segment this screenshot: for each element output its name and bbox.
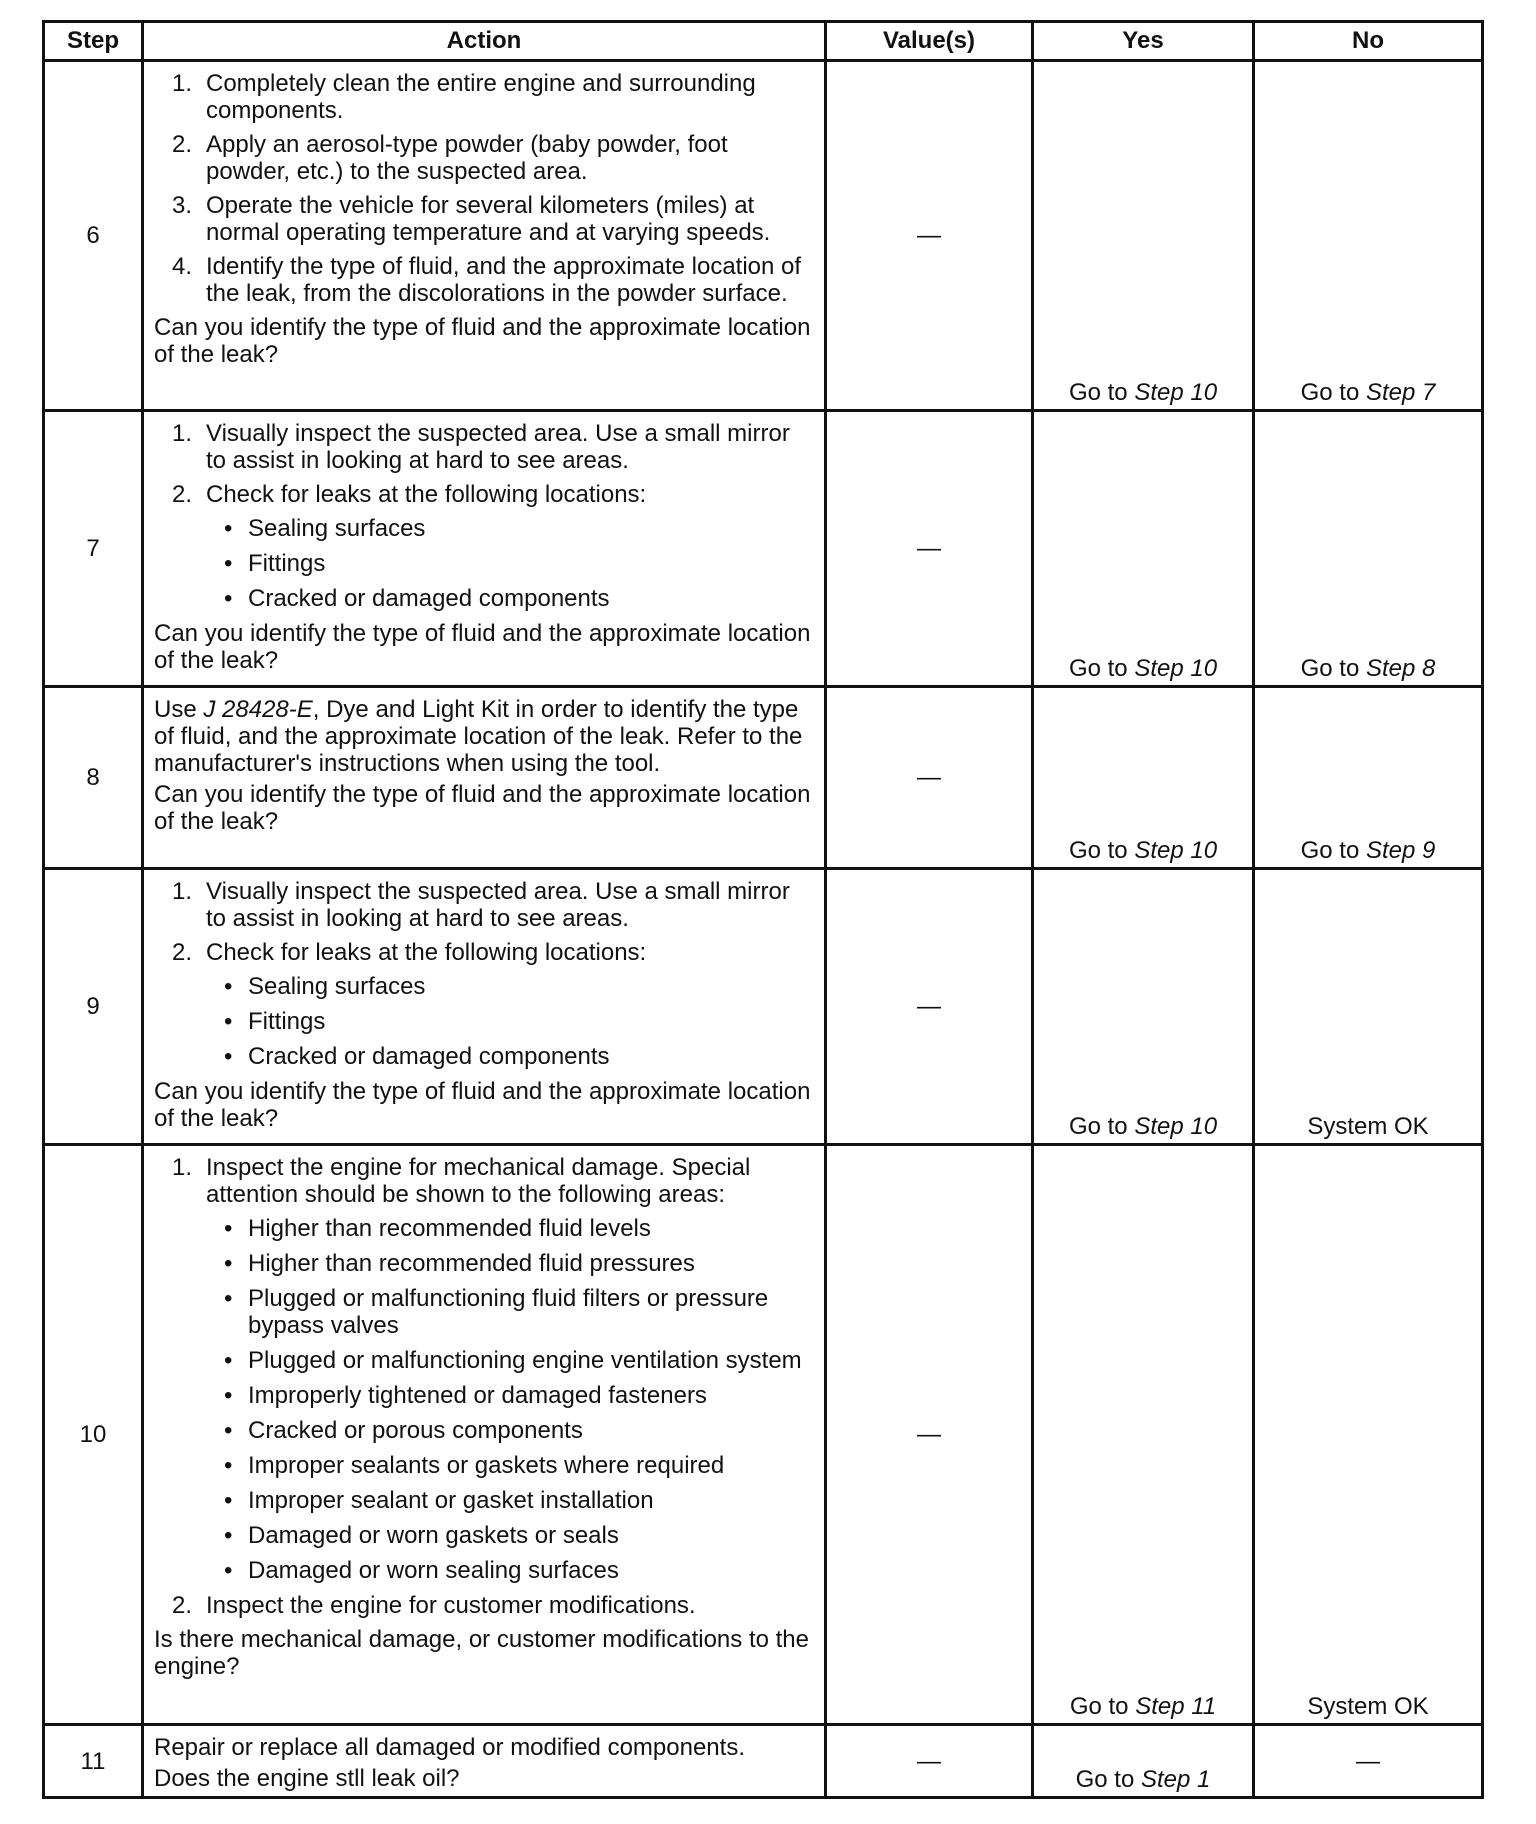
table-row-step-11 <box>44 1725 1483 1798</box>
value-cell: — <box>826 61 1033 411</box>
value-cell: — <box>826 1145 1033 1725</box>
header-values: Value(s) <box>826 22 1033 61</box>
no-cell: — <box>1254 1725 1483 1798</box>
action-cell <box>143 1145 826 1725</box>
header-no: No <box>1254 22 1483 61</box>
bullet-item: • Damaged or worn sealing surfaces <box>224 1557 619 1584</box>
diagnostic-procedure-table <box>42 20 1484 1799</box>
list-item: 2. Check for leaks at the following locations: <box>172 939 647 966</box>
question-text: Can you identify the type of fluid and the approximate location of the leak? <box>154 620 811 674</box>
question-text: Can you identify the type of fluid and the approximate location of the leak? <box>154 781 811 835</box>
list-item: 3. Operate the vehicle for several kilometers (miles) at normal operating temperature and at varying speeds. <box>172 192 771 246</box>
bullet-item: • Sealing surfaces <box>224 515 426 542</box>
list-item: 2. Check for leaks at the following locations: <box>172 481 647 508</box>
bullet-item: • Cracked or porous components <box>224 1417 583 1444</box>
bullet-item: • Plugged or malfunctioning fluid filters or pressure bypass valves <box>224 1285 769 1339</box>
table-row-step-6 <box>44 61 1483 411</box>
bullet-item: • Fittings <box>224 1008 326 1035</box>
table-row-step-9 <box>44 869 1483 1145</box>
list-item: 2. Inspect the engine for customer modifications. <box>172 1592 696 1619</box>
bullet-item: • Fittings <box>224 550 326 577</box>
step-number: 9 <box>44 869 143 1145</box>
yes-cell: Go to Step 11 <box>1033 1145 1254 1725</box>
list-item: 1. Completely clean the entire engine and surrounding components. <box>172 70 756 124</box>
action-cell <box>143 411 826 687</box>
step-number: 10 <box>44 1145 143 1725</box>
bullet-item: • Higher than recommended fluid pressures <box>224 1250 695 1277</box>
bullet-item: • Cracked or damaged components <box>224 585 610 612</box>
no-cell: Go to Step 7 <box>1254 61 1483 411</box>
action-cell <box>143 1725 826 1798</box>
yes-cell: Go to Step 10 <box>1033 61 1254 411</box>
action-cell <box>143 687 826 869</box>
question-text: Can you identify the type of fluid and the approximate location of the leak? <box>154 1078 811 1132</box>
no-cell: Go to Step 8 <box>1254 411 1483 687</box>
no-cell: System OK <box>1254 869 1483 1145</box>
bullet-item: • Sealing surfaces <box>224 973 426 1000</box>
value-cell: — <box>826 687 1033 869</box>
list-item: 4. Identify the type of fluid, and the approximate location of the leak, from the discolorations in the powder surface. <box>172 253 802 307</box>
table-header-row <box>44 22 1483 61</box>
bullet-item: • Improper sealant or gasket installation <box>224 1487 654 1514</box>
table-row-step-8 <box>44 687 1483 869</box>
header-step: Step <box>44 22 143 61</box>
header-yes: Yes <box>1033 22 1254 61</box>
value-cell: — <box>826 1725 1033 1798</box>
question-text: Is there mechanical damage, or customer modifications to the engine? <box>154 1626 809 1680</box>
bullet-item: • Improperly tightened or damaged fasteners <box>224 1382 707 1409</box>
action-text: Repair or replace all damaged or modified components. <box>154 1734 745 1761</box>
list-item: 1. Visually inspect the suspected area. Use a small mirror to assist in looking at hard to see areas. <box>172 878 790 932</box>
bullet-item: • Plugged or malfunctioning engine ventilation system <box>224 1347 802 1374</box>
table-row-step-7 <box>44 411 1483 687</box>
no-cell: Go to Step 9 <box>1254 687 1483 869</box>
yes-cell: Go to Step 1 <box>1033 1725 1254 1798</box>
bullet-item: • Damaged or worn gaskets or seals <box>224 1522 619 1549</box>
question-text: Can you identify the type of fluid and the approximate location of the leak? <box>154 314 811 368</box>
question-text: Does the engine stll leak oil? <box>154 1765 460 1792</box>
step-number: 7 <box>44 411 143 687</box>
list-item: 2. Apply an aerosol-type powder (baby powder, foot powder, etc.) to the suspected area. <box>172 131 728 185</box>
action-cell <box>143 869 826 1145</box>
bullet-item: • Higher than recommended fluid levels <box>224 1215 651 1242</box>
list-item: 1. Inspect the engine for mechanical damage. Special attention should be shown to the following areas: <box>172 1154 751 1208</box>
yes-cell: Go to Step 10 <box>1033 687 1254 869</box>
value-cell: — <box>826 869 1033 1145</box>
step-number: 8 <box>44 687 143 869</box>
bullet-item: • Improper sealants or gaskets where required <box>224 1452 725 1479</box>
action-cell <box>143 61 826 411</box>
action-text: Use J 28428-E, Dye and Light Kit in order to identify the type of fluid, and the approximate location of the leak. Refer to the manufacturer's instructions when using the tool. <box>154 696 803 777</box>
yes-cell: Go to Step 10 <box>1033 869 1254 1145</box>
step-number: 6 <box>44 61 143 411</box>
yes-cell: Go to Step 10 <box>1033 411 1254 687</box>
step-number: 11 <box>44 1725 143 1798</box>
value-cell: — <box>826 411 1033 687</box>
list-item: 1. Visually inspect the suspected area. Use a small mirror to assist in looking at hard to see areas. <box>172 420 790 474</box>
no-cell: System OK <box>1254 1145 1483 1725</box>
table-row-step-10 <box>44 1145 1483 1725</box>
tool-reference: J 28428-E <box>203 696 313 723</box>
bullet-item: • Cracked or damaged components <box>224 1043 610 1070</box>
header-action: Action <box>143 22 826 61</box>
